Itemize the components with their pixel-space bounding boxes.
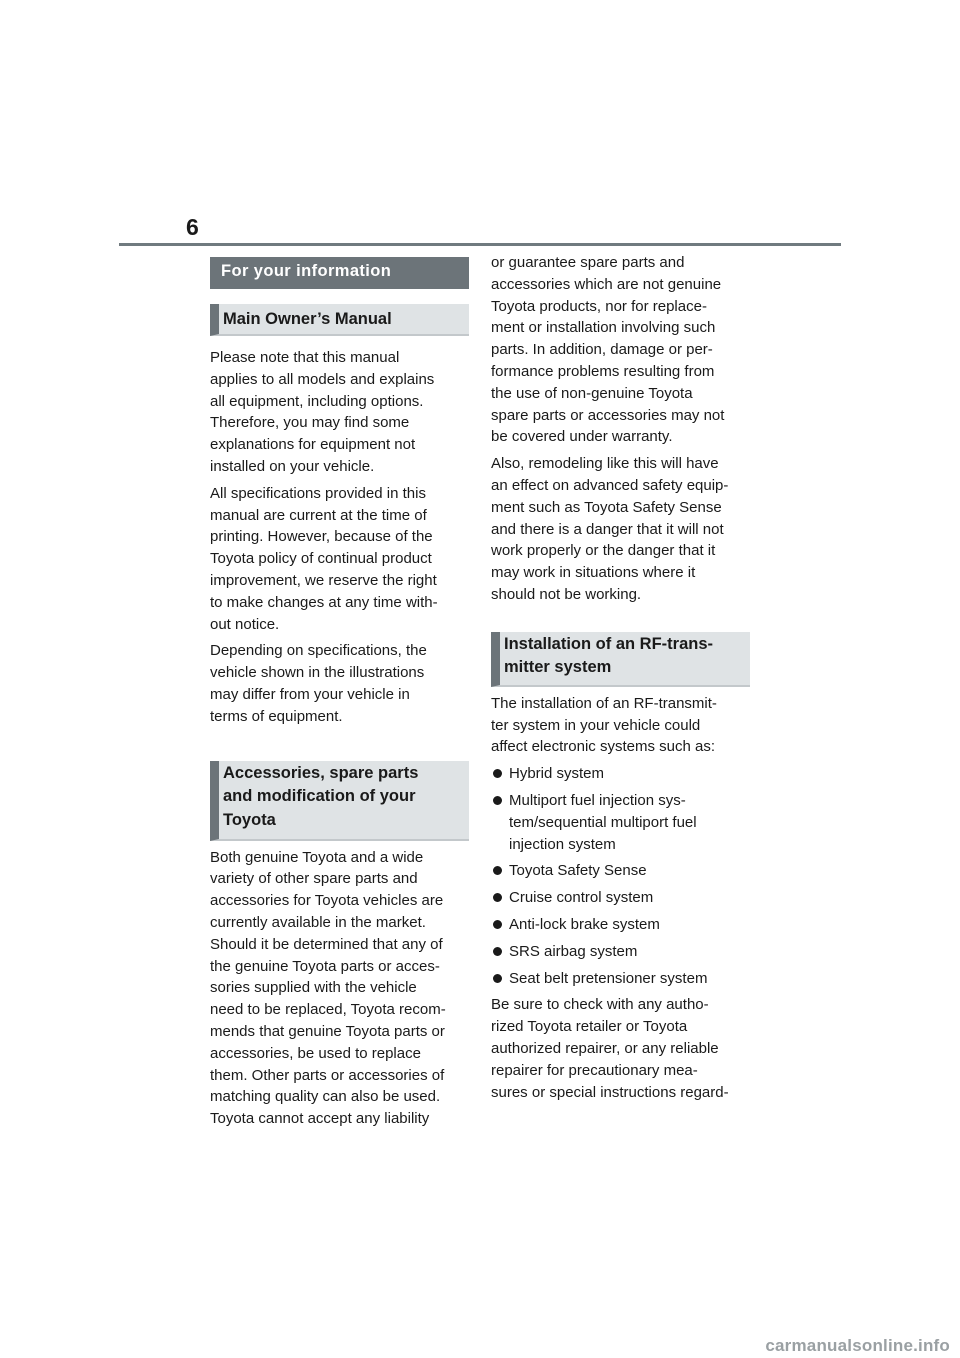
main-manual-paragraph-2: All specifications provided in this manual are current at the time of printing. However, because of the Toyota policy of continual product improvement, we reserve the right to make changes at any time with- out notice.: [210, 484, 438, 633]
subheading-rf-transmitter-text: Installation of an RF-trans- mitter system: [504, 634, 714, 677]
affected-systems-list: [491, 763, 750, 989]
section-title-bar: For your information: [210, 257, 469, 289]
right-column: [491, 252, 750, 1103]
list-item: Toyota Safety Sense: [491, 860, 750, 882]
left-column: [210, 257, 469, 1130]
subheading-rf-transmitter: [491, 632, 750, 687]
subheading-accessories-text: Accessories, spare parts and modification of your Toyota: [223, 763, 419, 829]
accessories-paragraph-1: Both genuine Toyota and a wide variety of other spare parts and accessories for Toyota vehicles are currently available in the market. Should it be determined that any of the genuine Toyota parts or acces- sories supplied with the vehicle need to be replaced, Toyota recom- mends that genuine Toyota parts or accessories, be used to replace them. Other parts or accessories of matching quality can also be used. Toyota cannot accept any liability: [210, 848, 446, 1128]
watermark: carmanualsonline.info: [765, 1336, 950, 1355]
page-number: 6: [186, 214, 199, 240]
list-item: SRS airbag system: [491, 941, 750, 963]
rf-paragraph-1: The installation of an RF-transmit- ter system in your vehicle could affect electronic systems such as:: [491, 694, 717, 756]
subheading-main-owners-manual: Main Owner’s Manual: [210, 304, 469, 336]
main-manual-paragraph-3: Depending on specifications, the vehicle shown in the illustrations may differ from your vehicle in terms of equipment.: [210, 642, 427, 725]
main-manual-paragraph-1: Please note that this manual applies to all models and explains all equipment, including options. Therefore, you may find some explanations for equipment not installed on your vehicle.: [210, 349, 435, 475]
accessories-paragraph-1-continued: or guarantee spare parts and accessories which are not genuine Toyota products, nor for replace- ment or installation involving such parts. In addition, damage or per- formance problems resulting from the use of non-genuine Toyota spare parts or accessories may not be covered under warranty.: [491, 254, 725, 446]
accessories-paragraph-2: Also, remodeling like this will have an effect on advanced safety equip- ment such as Toyota Safety Sense and there is a danger that it will not work properly or the danger that it may work in situations where it should not be working.: [491, 455, 729, 603]
list-item: Hybrid system: [491, 763, 750, 785]
list-item: Anti-lock brake system: [491, 914, 750, 936]
subheading-accessories: [210, 761, 469, 841]
list-item: Multiport fuel injection sys- tem/sequential multiport fuel injection system: [491, 790, 750, 855]
rf-paragraph-2: Be sure to check with any autho- rized Toyota retailer or Toyota authorized repairer, or any reliable repairer for precautionary mea- sures or special instructions regard-: [491, 996, 729, 1101]
header-rule: [119, 243, 841, 246]
list-item: Seat belt pretensioner system: [491, 968, 750, 990]
list-item: Cruise control system: [491, 887, 750, 909]
